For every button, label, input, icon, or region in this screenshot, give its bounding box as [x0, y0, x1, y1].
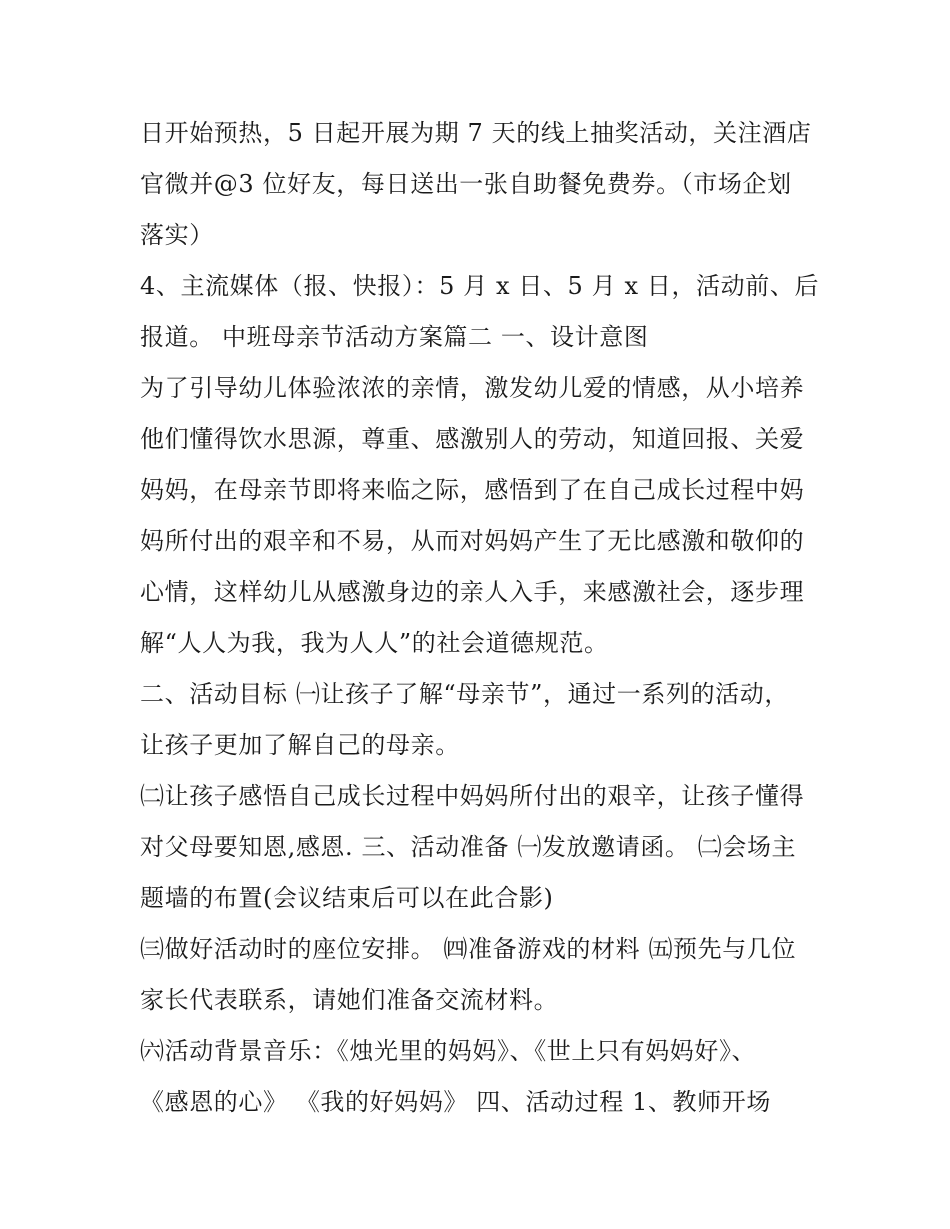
text-line: 心情，这样幼儿从感激身边的亲人入手，来感激社会，逐步理 [140, 578, 805, 606]
document-body [140, 108, 830, 1128]
text-line: ㈢做好活动时的座位安排。 ㈣准备游戏的材料 ㈤预先与几位 [140, 935, 797, 963]
text-line: 对父母要知恩,感恩. 三、活动准备 ㈠发放邀请函。 ㈡会场主 [140, 833, 797, 861]
text-line: ㈡让孩子感悟自己成长过程中妈妈所付出的艰辛，让孩子懂得 [140, 782, 805, 810]
text-line: 二、活动目标 ㈠让孩子了解“母亲节”，通过一系列的活动， [140, 680, 789, 708]
text-line: 家长代表联系，请她们准备交流材料。 [140, 986, 559, 1014]
text-line: 他们懂得饮水思源，尊重、感激别人的劳动，知道回报、关爱 [140, 425, 805, 453]
text-line: ㈥活动背景音乐：《烛光里的妈妈》、《世上只有妈妈好》、 [140, 1037, 757, 1065]
text-line: 解“人人为我，我为人人”的社会道德规范。 [140, 629, 609, 657]
text-line: 4、主流媒体（报、快报）：5 月 x 日、5 月 x 日，活动前、后 [140, 272, 820, 300]
text-line: 题墙的布置(会议结束后可以在此合影) [140, 884, 554, 912]
text-line: 官微并@3 位好友，每日送出一张自助餐免费券。（市场企划 [140, 170, 792, 198]
text-line: 让孩子更加了解自己的母亲。 [140, 731, 460, 759]
text-line: 妈所付出的艰辛和不易，从而对妈妈产生了无比感激和敬仰的 [140, 527, 805, 555]
text-line: 妈妈，在母亲节即将来临之际，感悟到了在自己成长过程中妈 [140, 476, 805, 504]
text-line: 报道。 中班母亲节活动方案篇二 一、设计意图 [140, 323, 649, 351]
text-line: 为了引导幼儿体验浓浓的亲情，激发幼儿爱的情感，从小培养 [140, 374, 805, 402]
text-line: 《感恩的心》 《我的好妈妈》 四、活动过程 1、教师开场 [140, 1088, 771, 1116]
text-line: 日开始预热，5 日起开展为期 7 天的线上抽奖活动，关注酒店 [140, 119, 812, 147]
text-line: 落实） [140, 221, 214, 249]
